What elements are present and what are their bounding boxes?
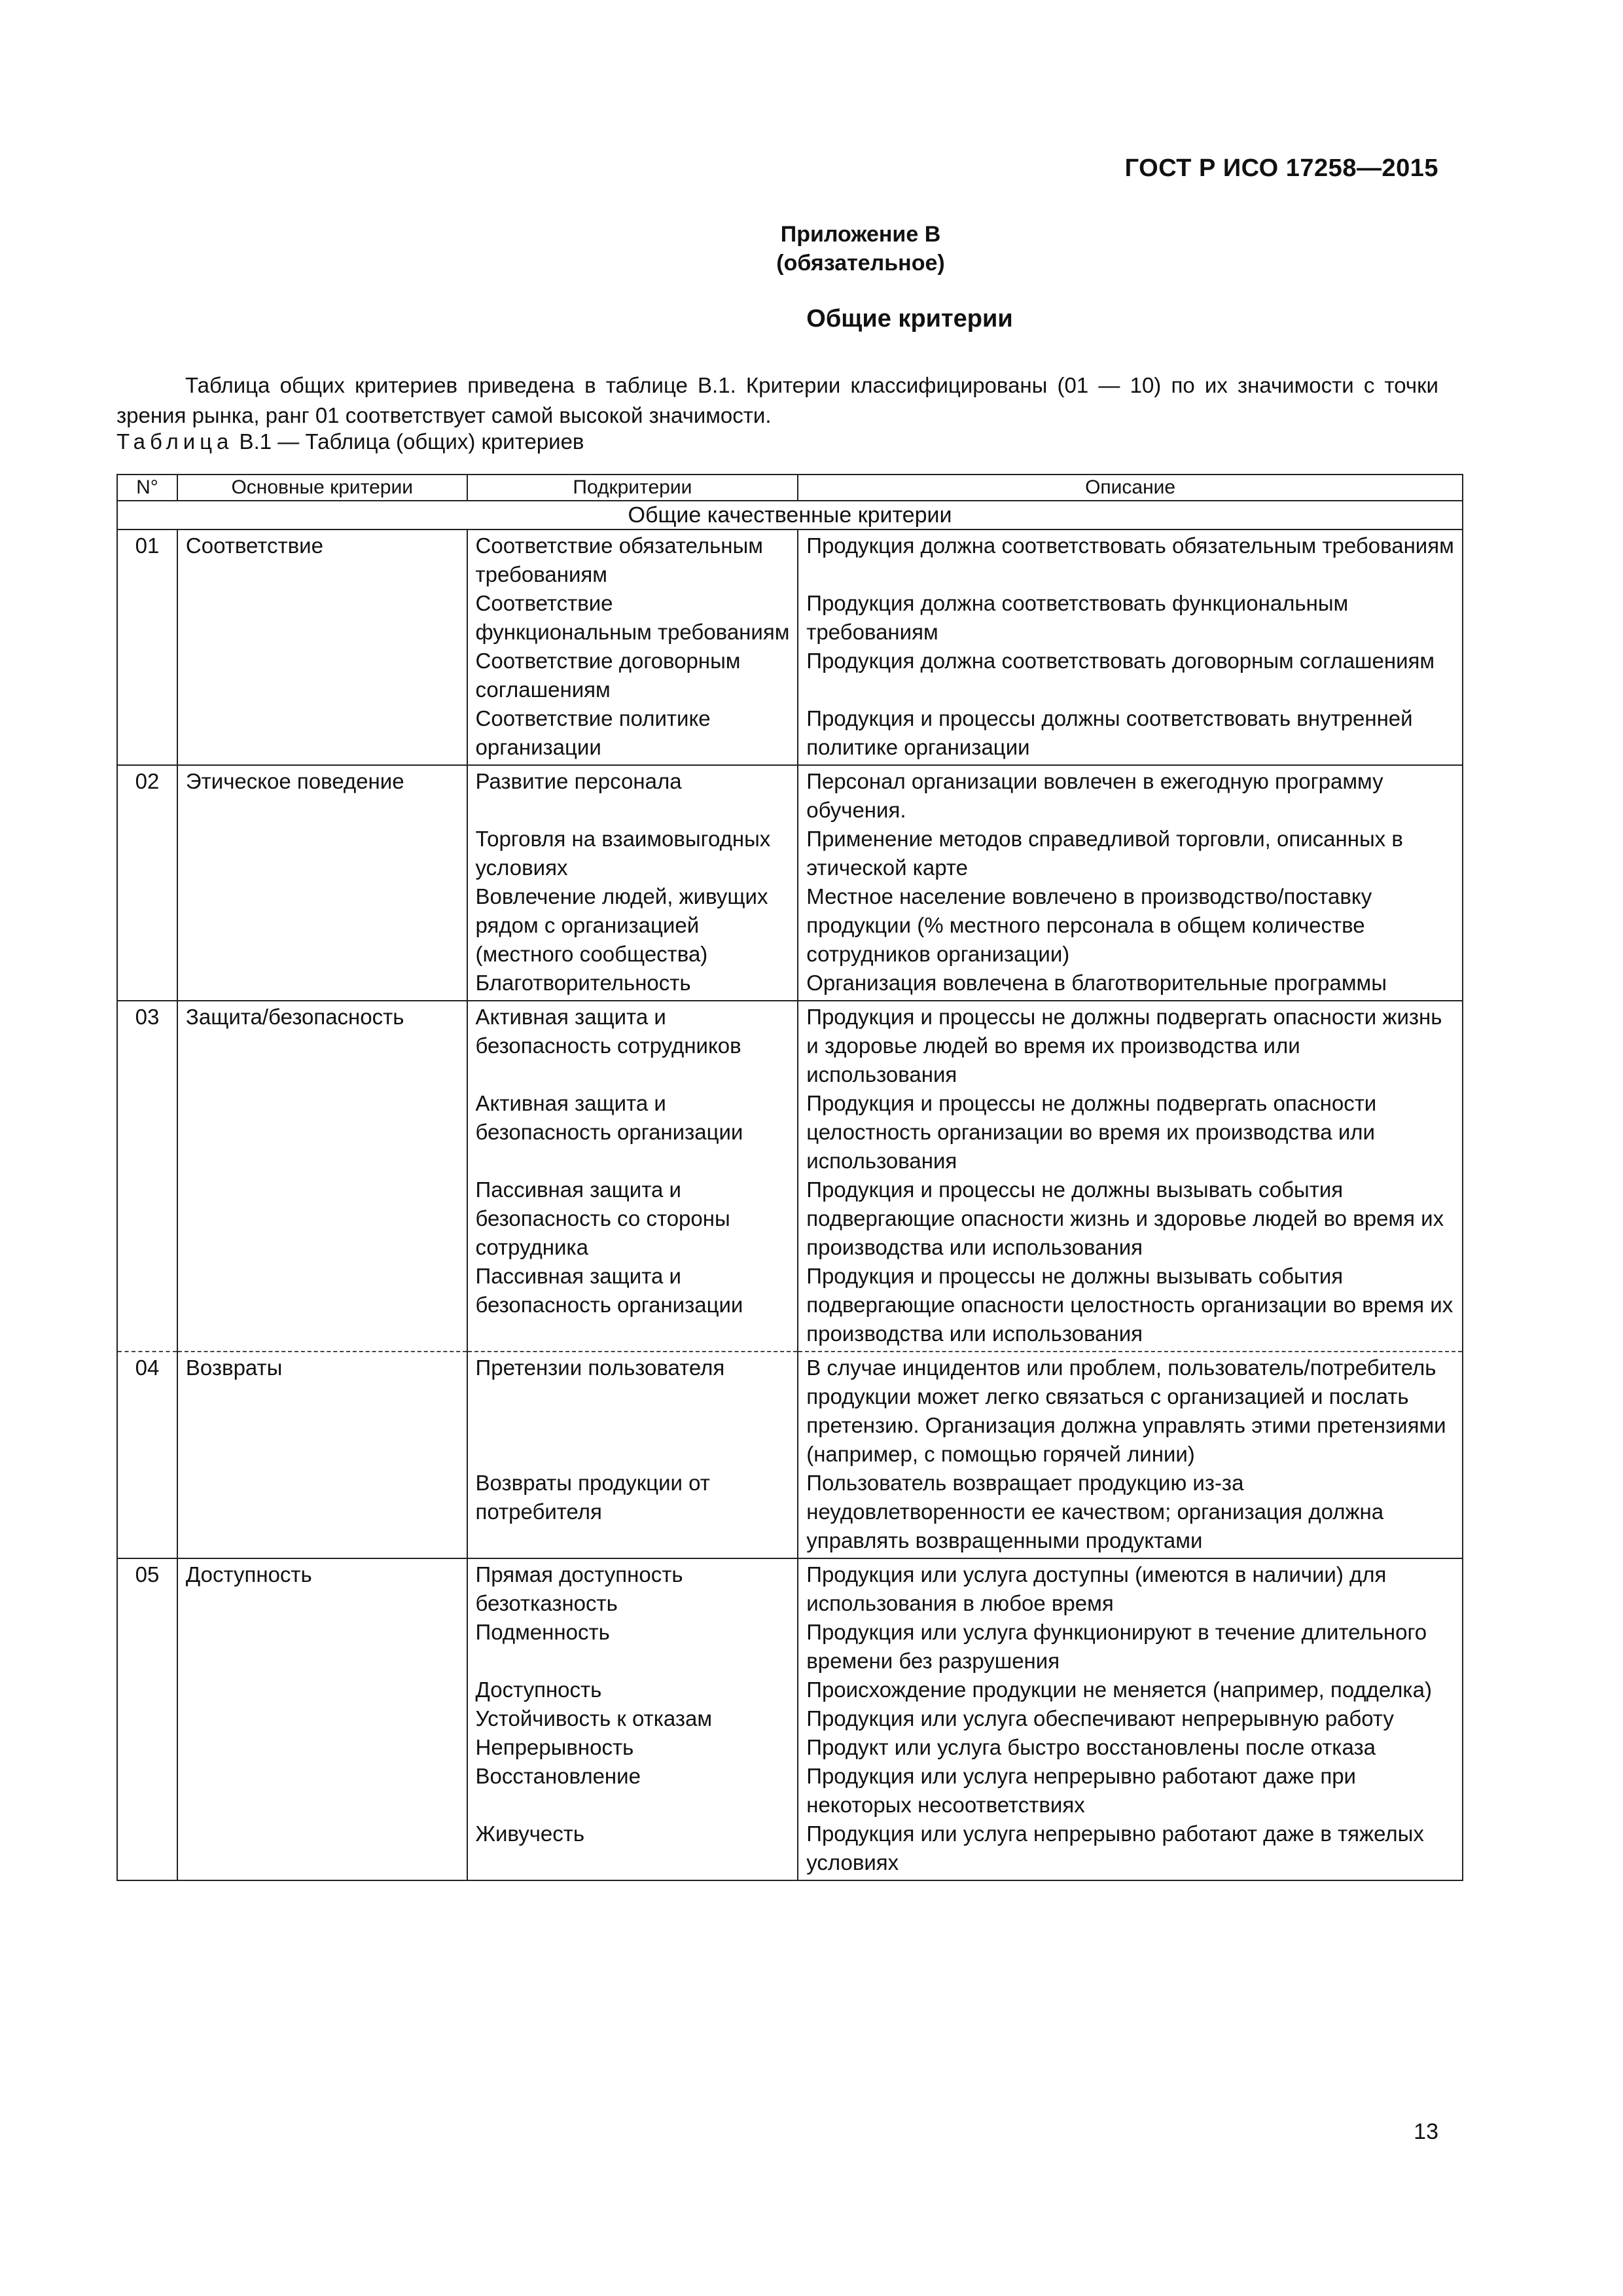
criterion-number: 01 [117, 529, 177, 765]
description: Продукция или услуга доступны (имеются в наличии) для использования в любое время [806, 1562, 1387, 1615]
subcriterion: Возвраты продукции от потребителя [475, 1471, 710, 1524]
subcriteria-cell [467, 1352, 798, 1558]
intro-paragraph [116, 370, 1438, 431]
subcriterion: Пассивная защита и безопасность организации [475, 1264, 743, 1317]
description: Применение методов справедливой торговли, описанных в этической карте [806, 827, 1403, 880]
subcriterion: Соответствие обязательным требованиям [475, 533, 763, 586]
subcriterion: Развитие персонала [475, 769, 682, 793]
subcriteria-cell [467, 529, 798, 765]
main-criterion: Соответствие [177, 529, 467, 765]
section-title: Общие критерии [806, 305, 1013, 332]
subcriterion: Доступность [475, 1677, 602, 1702]
description-cell [798, 1352, 1463, 1558]
subcriterion: Живучесть [475, 1821, 585, 1846]
description: Продукция и процессы не должны подвергать опасности целостность организации во время их производства или использования [806, 1091, 1377, 1173]
criterion-number: 03 [117, 1001, 177, 1352]
section-row [117, 501, 1463, 529]
subcriterion: Соответствие функциональным требованиям [475, 591, 790, 644]
subcriterion: Прямая доступность безотказность [475, 1562, 683, 1615]
table-row [117, 1558, 1463, 1880]
subcriterion: Пассивная защита и безопасность со стороны сотрудника [475, 1177, 730, 1259]
subcriterion: Претензии пользователя [475, 1355, 725, 1380]
subcriterion: Подменность [475, 1620, 610, 1644]
description: Продукция или услуга непрерывно работают даже при некоторых несоответствиях [806, 1764, 1356, 1817]
intro-text: Таблица общих критериев приведена в таблице В.1. Критерии классифицированы (01 — 10) по их значимости с точки зрения рынка, ранг 01 соответствует самой высокой значимости. [116, 373, 1438, 427]
criterion-number: 02 [117, 765, 177, 1001]
table-caption-label: Таблица [116, 429, 234, 454]
table-caption-rest: В.1 — Таблица (общих) критериев [233, 429, 584, 454]
description: Продукция и процессы не должны вызывать события подвергающие опасности жизнь и здоровье людей во время их производства или использования [806, 1177, 1444, 1259]
description: Продукция или услуга непрерывно работают даже в тяжелых условиях [806, 1821, 1424, 1874]
table-row [117, 529, 1463, 765]
description: Продукция и процессы не должны подвергать опасности жизнь и здоровье людей во время их производства или использования [806, 1005, 1442, 1086]
section-row-label: Общие качественные критерии [117, 501, 1463, 529]
main-criterion: Доступность [177, 1558, 467, 1880]
subcriteria-cell [467, 765, 798, 1001]
subcriteria-cell [467, 1001, 798, 1352]
description-cell [798, 765, 1463, 1001]
description-cell [798, 529, 1463, 765]
description: Пользователь возвращает продукцию из-за неудовлетворенности ее качеством; организация должна управлять возвращенными продуктами [806, 1471, 1384, 1552]
appendix-status: (обязательное) [776, 251, 945, 276]
table-row [117, 1001, 1463, 1352]
description: Продукт или услуга быстро восстановлены после отказа [806, 1735, 1376, 1759]
description: Организация вовлечена в благотворительные программы [806, 971, 1387, 995]
subcriterion: Активная защита и безопасность сотрудников [475, 1005, 741, 1058]
table-header-row [117, 475, 1463, 501]
subcriterion: Активная защита и безопасность организации [475, 1091, 743, 1144]
subcriterion: Благотворительность [475, 971, 691, 995]
description: В случае инцидентов или проблем, пользователь/потребитель продукции может легко связаться с организацией и послать претензию. Организация должна управлять этими претензиями (например, с помощью горячей линии) [806, 1355, 1446, 1466]
description: Продукция или услуга функционируют в течение длительного времени без разрушения [806, 1620, 1427, 1673]
criteria-table [116, 474, 1463, 1881]
subcriterion: Торговля на взаимовыгодных условиях [475, 827, 771, 880]
description: Происхождение продукции не меняется (например, подделка) [806, 1677, 1432, 1702]
description: Персонал организации вовлечен в ежегодную программу обучения. [806, 769, 1383, 822]
subcriterion: Вовлечение людей, живущих рядом с организацией (местного сообщества) [475, 884, 768, 966]
criterion-number: 05 [117, 1558, 177, 1880]
table-row [117, 765, 1463, 1001]
subcriterion: Восстановление [475, 1764, 641, 1788]
table-caption [116, 427, 584, 457]
description: Продукция или услуга обеспечивают непрерывную работу [806, 1706, 1394, 1731]
appendix-heading [0, 220, 1623, 278]
subcriterion: Соответствие политике организации [475, 706, 711, 759]
main-criterion: Этическое поведение [177, 765, 467, 1001]
standard-designation: ГОСТ Р ИСО 17258—2015 [1124, 154, 1438, 182]
subcriterion: Устойчивость к отказам [475, 1706, 713, 1731]
header-main-criteria: Основные критерии [177, 475, 467, 501]
page-number: 13 [1414, 2119, 1438, 2144]
description: Продукция должна соответствовать договорным соглашениям [806, 649, 1435, 673]
main-criterion: Защита/безопасность [177, 1001, 467, 1352]
description-cell [798, 1001, 1463, 1352]
criterion-number: 04 [117, 1352, 177, 1558]
description: Продукция должна соответствовать функциональным требованиям [806, 591, 1349, 644]
subcriteria-cell [467, 1558, 798, 1880]
description: Продукция должна соответствовать обязательным требованиям [806, 533, 1454, 558]
description-cell [798, 1558, 1463, 1880]
description: Продукция и процессы должны соответствовать внутренней политике организации [806, 706, 1413, 759]
header-description: Описание [798, 475, 1463, 501]
table-row [117, 1352, 1463, 1558]
header-subcriteria: Подкритерии [467, 475, 798, 501]
header-number: N° [117, 475, 177, 501]
description: Продукция и процессы не должны вызывать события подвергающие опасности целостность организации во время их производства или использования [806, 1264, 1454, 1346]
subcriterion: Непрерывность [475, 1735, 634, 1759]
appendix-title: Приложение В [780, 222, 941, 247]
main-criterion: Возвраты [177, 1352, 467, 1558]
description: Местное население вовлечено в производство/поставку продукции (% местного персонала в общем количестве сотрудников организации) [806, 884, 1372, 966]
subcriterion: Соответствие договорным соглашениям [475, 649, 741, 702]
